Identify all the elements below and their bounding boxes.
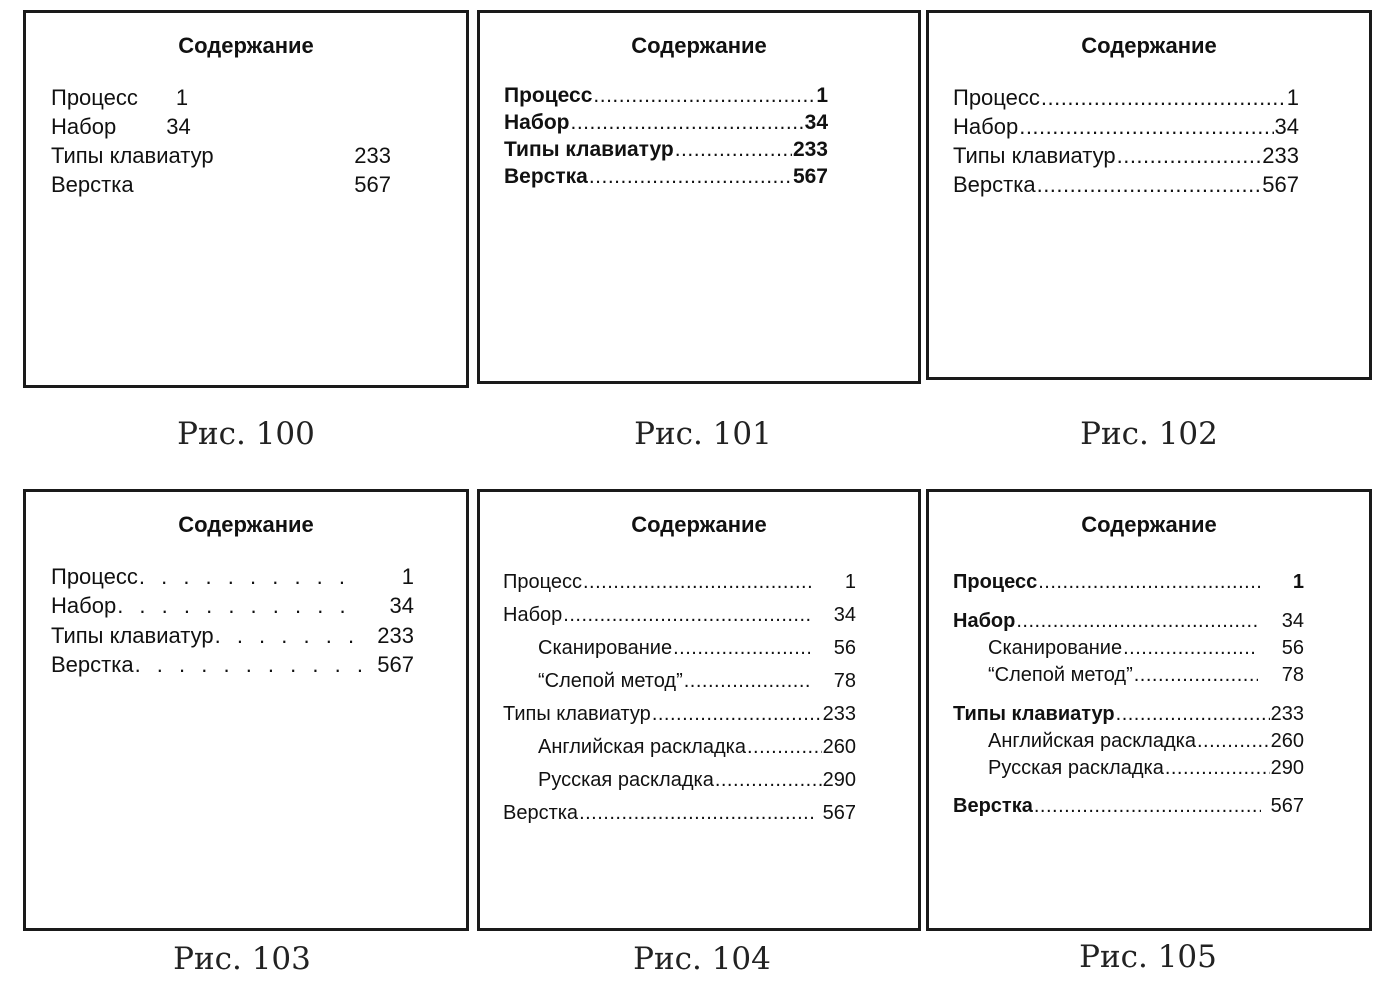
entry-label: Верстка bbox=[51, 652, 134, 677]
toc-panel-103 bbox=[23, 489, 469, 931]
dot-leader bbox=[715, 769, 822, 792]
toc-panel-105 bbox=[926, 489, 1372, 931]
toc-subentry-scanning bbox=[538, 637, 856, 660]
entry-label: Сканирование bbox=[988, 637, 1123, 659]
toc-title: Содержание bbox=[178, 512, 314, 537]
dot-leader bbox=[1019, 114, 1273, 140]
entry-page: 1 bbox=[1286, 85, 1299, 110]
toc-entry-typesetting bbox=[503, 604, 856, 627]
entry-page: 233 bbox=[1270, 703, 1304, 725]
dot-leader bbox=[1165, 757, 1270, 780]
dot-leader bbox=[579, 802, 813, 825]
entry-page: 34 bbox=[166, 114, 191, 139]
entry-label: Верстка bbox=[51, 172, 134, 197]
entry-label: Процесс bbox=[503, 571, 582, 593]
entry-label: Типы клавиатур bbox=[953, 703, 1115, 725]
entry-page: 233 bbox=[792, 138, 828, 161]
toc-title: Содержание bbox=[631, 33, 767, 58]
toc-title: Содержание bbox=[178, 33, 314, 58]
entry-page: 34 bbox=[1274, 114, 1299, 139]
toc-entry-keyboards bbox=[504, 138, 828, 162]
dot-leader bbox=[589, 165, 792, 189]
entry-label: Английская раскладка bbox=[538, 736, 746, 758]
entry-label: Набор bbox=[504, 111, 570, 134]
entry-page: 567 bbox=[354, 172, 391, 197]
toc-entry-typesetting bbox=[953, 114, 1299, 140]
entry-label: Набор bbox=[51, 593, 117, 618]
toc-panel-104 bbox=[477, 489, 921, 931]
entry-label: Набор bbox=[953, 114, 1019, 139]
toc-title: Содержание bbox=[1081, 512, 1217, 537]
entry-page: 34 bbox=[1281, 610, 1304, 632]
entry-label: Типы клавиатур bbox=[51, 143, 214, 168]
dot-leader bbox=[1016, 610, 1258, 633]
entry-page: 1 bbox=[175, 85, 189, 110]
toc-entry-typesetting bbox=[953, 610, 1304, 633]
entry-label: Набор bbox=[503, 604, 563, 626]
entry-page: 34 bbox=[804, 111, 828, 134]
entry-page: 34 bbox=[389, 593, 414, 618]
toc-subentry-russian-layout bbox=[988, 757, 1304, 780]
toc-entry-typesetting bbox=[51, 114, 191, 140]
entry-page: 1 bbox=[1292, 571, 1304, 593]
entry-label: Набор bbox=[51, 114, 117, 139]
toc-title: Содержание bbox=[631, 512, 767, 537]
dot-leader bbox=[747, 736, 822, 759]
entry-label: Сканирование bbox=[538, 637, 673, 659]
dot-leader bbox=[117, 593, 363, 619]
entry-page: 567 bbox=[792, 165, 828, 188]
dot-leader bbox=[570, 111, 803, 135]
toc-subentry-english-layout bbox=[538, 736, 856, 759]
entry-label: Русская раскладка bbox=[538, 769, 714, 791]
dot-leader bbox=[1197, 730, 1270, 753]
entry-page: 1 bbox=[844, 571, 856, 593]
figure-caption-103: Рис. 103 bbox=[173, 941, 311, 977]
figure-caption-101: Рис. 101 bbox=[634, 416, 772, 452]
entry-label: Верстка bbox=[953, 172, 1036, 197]
toc-entry-layout bbox=[504, 165, 828, 189]
toc-entry-typesetting bbox=[504, 111, 828, 135]
dot-leader bbox=[675, 138, 792, 162]
dot-leader bbox=[135, 652, 363, 678]
entry-page: 78 bbox=[1281, 664, 1304, 686]
dot-leader bbox=[1134, 664, 1258, 687]
toc-entry-keyboards bbox=[503, 703, 856, 726]
entry-label: Типы клавиатур bbox=[504, 138, 674, 161]
dot-leader bbox=[139, 564, 363, 590]
dot-leader bbox=[583, 571, 812, 594]
dot-leader bbox=[215, 623, 363, 649]
toc-entry-keyboards bbox=[51, 623, 414, 649]
toc-entry-process bbox=[503, 571, 856, 594]
entry-label: Типы клавиатур bbox=[503, 703, 651, 725]
entry-label: Русская раскладка bbox=[988, 757, 1164, 779]
entry-label: Типы клавиатур bbox=[953, 143, 1116, 168]
toc-entry-process bbox=[51, 564, 414, 590]
entry-page: 567 bbox=[822, 802, 856, 824]
toc-entry-layout bbox=[51, 172, 391, 198]
entry-page: 233 bbox=[377, 623, 414, 648]
toc-entry-process bbox=[51, 85, 188, 111]
toc-entry-process bbox=[953, 85, 1299, 111]
entry-label: Верстка bbox=[503, 802, 579, 824]
toc-title: Содержание bbox=[1081, 33, 1217, 58]
figure-caption-102: Рис. 102 bbox=[1080, 416, 1218, 452]
toc-entry-keyboards bbox=[953, 143, 1299, 169]
entry-page: 1 bbox=[401, 564, 414, 589]
entry-page: 34 bbox=[833, 604, 856, 626]
toc-entry-keyboards bbox=[51, 143, 391, 169]
entry-page: 260 bbox=[822, 736, 856, 758]
toc-entry-keyboards bbox=[953, 703, 1304, 726]
entry-label: Процесс bbox=[51, 85, 138, 110]
entry-page: 56 bbox=[833, 637, 856, 659]
entry-page: 233 bbox=[354, 143, 391, 168]
entry-page: 567 bbox=[377, 652, 414, 677]
entry-label: Набор bbox=[953, 610, 1016, 632]
dot-leader bbox=[1037, 172, 1262, 198]
figure-caption-104: Рис. 104 bbox=[633, 941, 771, 977]
dot-leader bbox=[673, 637, 810, 660]
dot-leader bbox=[563, 604, 810, 627]
entry-page: 78 bbox=[833, 670, 856, 692]
entry-label: Процесс bbox=[51, 564, 138, 589]
figure-caption-100: Рис. 100 bbox=[177, 416, 315, 452]
entry-label: Процесс bbox=[504, 84, 593, 107]
entry-label: Верстка bbox=[504, 165, 588, 188]
dot-leader bbox=[684, 670, 810, 693]
toc-subentry-english-layout bbox=[988, 730, 1304, 753]
figure-caption-105: Рис. 105 bbox=[1079, 939, 1217, 975]
dot-leader bbox=[1041, 85, 1286, 111]
toc-entry-layout bbox=[503, 802, 856, 825]
toc-subentry-scanning bbox=[988, 637, 1304, 660]
entry-page: 567 bbox=[1262, 172, 1299, 197]
toc-panel-100 bbox=[23, 10, 469, 388]
entry-page: 233 bbox=[1262, 143, 1299, 168]
dot-leader bbox=[652, 703, 822, 726]
entry-page: 1 bbox=[816, 84, 828, 107]
entry-page: 56 bbox=[1281, 637, 1304, 659]
toc-entry-layout bbox=[953, 795, 1304, 818]
toc-subentry-russian-layout bbox=[538, 769, 856, 792]
entry-label: Английская раскладка bbox=[988, 730, 1196, 752]
toc-entry-typesetting bbox=[51, 593, 414, 619]
dot-leader bbox=[1117, 143, 1262, 169]
entry-page: 260 bbox=[1270, 730, 1304, 752]
dot-leader bbox=[1038, 571, 1260, 594]
entry-page: 290 bbox=[1270, 757, 1304, 779]
entry-label: Верстка bbox=[953, 795, 1033, 817]
toc-entry-process bbox=[504, 84, 828, 108]
toc-panel-101 bbox=[477, 10, 921, 384]
dot-leader bbox=[593, 84, 815, 108]
entry-page: 233 bbox=[822, 703, 856, 725]
entry-page: 567 bbox=[1270, 795, 1304, 817]
entry-label: “Слепой метод” bbox=[988, 664, 1133, 686]
toc-entry-layout bbox=[51, 652, 414, 678]
entry-label: Процесс bbox=[953, 85, 1040, 110]
dot-leader bbox=[1123, 637, 1258, 660]
toc-panel-102 bbox=[926, 10, 1372, 380]
entry-label: “Слепой метод” bbox=[538, 670, 683, 692]
entry-label: Типы клавиатур bbox=[51, 623, 214, 648]
toc-entry-process bbox=[953, 571, 1304, 594]
toc-entry-layout bbox=[953, 172, 1299, 198]
entry-label: Процесс bbox=[953, 571, 1038, 593]
dot-leader bbox=[1034, 795, 1261, 818]
toc-subentry-blind-method bbox=[988, 664, 1304, 687]
dot-leader bbox=[1116, 703, 1270, 726]
entry-page: 290 bbox=[822, 769, 856, 791]
toc-subentry-blind-method bbox=[538, 670, 856, 693]
